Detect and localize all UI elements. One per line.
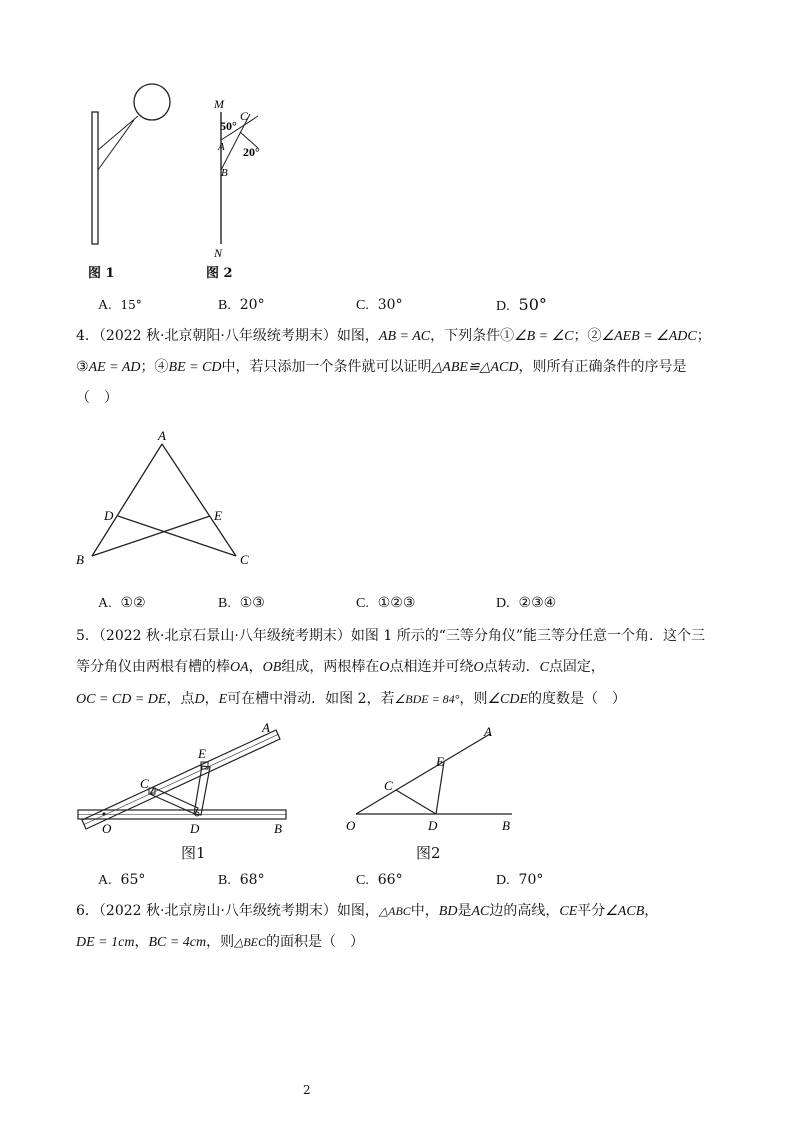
q4-text: ； bbox=[696, 328, 711, 344]
q4-line3: （ ） bbox=[76, 390, 118, 406]
q6-math: DE = 1cm bbox=[76, 935, 135, 950]
q6-text: ， bbox=[644, 903, 659, 919]
q5-text: 等分角仪由两根有槽的棒 bbox=[76, 659, 230, 675]
q4-math: AB = AC bbox=[378, 329, 431, 344]
option-value: 15° bbox=[120, 298, 142, 312]
q6-text: 6．（2022 秋·北京房山·八年级统考期末）如图， bbox=[76, 903, 379, 919]
option-value: ②③④ bbox=[518, 595, 557, 611]
q5-math: OB bbox=[262, 660, 282, 675]
q5-text: 点相连并可绕 bbox=[389, 659, 474, 675]
q4-line1 bbox=[76, 323, 711, 350]
label-D: D bbox=[104, 508, 114, 523]
label-C: C bbox=[240, 552, 249, 567]
label-B: B bbox=[76, 552, 84, 567]
q5-line1: 5．（2022 秋·北京石景山·八年级统考期末）如图 1 所示的“三等分角仪”能三等分任意一个角．这个三 bbox=[76, 628, 706, 644]
q4-line2 bbox=[76, 354, 686, 381]
q6-line2 bbox=[76, 929, 364, 956]
q6-text: 是 bbox=[457, 903, 472, 919]
label-C: C bbox=[384, 778, 393, 793]
q3-option-a[interactable] bbox=[98, 297, 142, 314]
q4-math: ∠AEB = ∠ADC bbox=[601, 329, 697, 344]
q5-math: D bbox=[194, 692, 205, 707]
option-label: D. bbox=[496, 299, 510, 314]
q6-math: BD bbox=[438, 904, 458, 919]
figure-pole-and-sun bbox=[80, 80, 280, 280]
q4-figure-triangle bbox=[70, 426, 270, 576]
q5-math: O bbox=[379, 660, 390, 675]
q5-fig1-caption: 图1 bbox=[181, 844, 206, 862]
option-value: 70° bbox=[518, 872, 544, 888]
q5-option-d[interactable] bbox=[496, 872, 543, 889]
label-B: B bbox=[274, 821, 282, 836]
q5-text: ， bbox=[204, 691, 219, 707]
q6-text: ，则 bbox=[206, 934, 235, 950]
option-label: D. bbox=[496, 596, 510, 611]
option-label: A. bbox=[98, 873, 112, 888]
q5-text: 可在槽中滑动．如图 2，若 bbox=[227, 691, 395, 707]
q5-option-b[interactable] bbox=[218, 872, 265, 889]
q4-math: BE = CD bbox=[168, 360, 222, 375]
q5-text: 组成，两根棒在 bbox=[281, 659, 380, 675]
label-C: C bbox=[140, 776, 149, 791]
q5-math: C bbox=[539, 660, 549, 675]
label-angle-20: 20° bbox=[243, 145, 260, 159]
q4-math: △ABE≌△ACD bbox=[431, 360, 519, 375]
q6-text: 中， bbox=[410, 903, 439, 919]
q6-line1 bbox=[76, 898, 658, 925]
q5-text: 的度数是（ ） bbox=[528, 691, 627, 707]
q5-line3 bbox=[76, 686, 626, 713]
option-value: 68° bbox=[239, 872, 265, 888]
label-M: M bbox=[214, 97, 224, 111]
q6-math: △BEC bbox=[234, 935, 267, 949]
q6-math: CE bbox=[559, 904, 578, 919]
q4-option-a[interactable] bbox=[98, 595, 146, 612]
q4-text: ，下列条件① bbox=[430, 328, 515, 344]
option-label: B. bbox=[218, 596, 231, 611]
q4-text: 4．（2022 秋·北京朝阳·八年级统考期末）如图， bbox=[76, 328, 379, 344]
q5-text: 点转动． bbox=[483, 659, 540, 675]
label-O: O bbox=[102, 821, 112, 836]
q5-option-c[interactable] bbox=[356, 872, 403, 889]
option-value: ①③ bbox=[239, 595, 265, 611]
label-B: B bbox=[502, 818, 510, 833]
q5-math: OC = CD = DE bbox=[76, 692, 167, 707]
q5-text: ，则 bbox=[459, 691, 488, 707]
q5-text: ，点 bbox=[166, 691, 195, 707]
q5-math: ∠BDE = 84° bbox=[394, 692, 460, 706]
option-label: A. bbox=[98, 298, 112, 313]
label-A: A bbox=[218, 141, 225, 153]
fig1-caption: 图 1 bbox=[88, 266, 115, 281]
label-D: D bbox=[428, 818, 438, 833]
q5-text: 点固定， bbox=[548, 659, 605, 675]
q4-text: 中，若只添加一个条件就可以证明 bbox=[221, 359, 432, 375]
label-E: E bbox=[214, 508, 222, 523]
q5-math: OA bbox=[230, 660, 249, 675]
label-E: E bbox=[436, 754, 444, 769]
q4-text: ，则所有正确条件的序号是 bbox=[518, 359, 687, 375]
q3-option-c[interactable] bbox=[356, 297, 403, 314]
label-A: A bbox=[158, 428, 166, 443]
q6-math: △ABC bbox=[378, 904, 411, 918]
option-value: 50° bbox=[518, 295, 547, 314]
label-E: E bbox=[198, 746, 206, 761]
q6-math: AC bbox=[471, 904, 490, 919]
option-value: 30° bbox=[377, 297, 403, 313]
q5-math: E bbox=[218, 692, 228, 707]
q6-text: 边的高线， bbox=[489, 903, 560, 919]
pole bbox=[92, 112, 98, 244]
q5-math: ∠CDE bbox=[487, 692, 529, 707]
label-C: C bbox=[240, 109, 249, 123]
q4-text: ；② bbox=[573, 328, 602, 344]
option-label: C. bbox=[356, 596, 369, 611]
option-label: C. bbox=[356, 298, 369, 313]
sun bbox=[134, 84, 170, 120]
q4-math: AE = AD bbox=[88, 360, 141, 375]
label-N: N bbox=[214, 246, 223, 260]
q6-text: 的面积是（ ） bbox=[266, 934, 365, 950]
q6-math: ∠ACB bbox=[605, 904, 645, 919]
option-label: B. bbox=[218, 873, 231, 888]
option-value: 66° bbox=[377, 872, 403, 888]
q3-option-b[interactable] bbox=[218, 297, 265, 314]
q5-fig2-caption: 图2 bbox=[416, 844, 441, 862]
q5-math: O bbox=[473, 660, 484, 675]
q4-text: ③ bbox=[76, 359, 89, 375]
label-O: O bbox=[346, 818, 356, 833]
label-B: B bbox=[221, 167, 228, 179]
q5-text: ， bbox=[248, 659, 263, 675]
option-label: C. bbox=[356, 873, 369, 888]
q5-line2 bbox=[76, 654, 605, 681]
option-label: B. bbox=[218, 298, 231, 313]
page-number: 2 bbox=[303, 1083, 311, 1097]
label-A: A bbox=[262, 720, 270, 735]
label-angle-50: 50° bbox=[220, 119, 237, 133]
q6-math: BC = 4cm bbox=[148, 935, 207, 950]
q6-text: 平分 bbox=[577, 903, 606, 919]
q4-option-d[interactable] bbox=[496, 595, 556, 612]
q4-option-c[interactable] bbox=[356, 595, 415, 612]
q4-math: ∠B = ∠C bbox=[514, 329, 574, 344]
option-value: 20° bbox=[239, 297, 265, 313]
option-value: ①② bbox=[120, 595, 146, 611]
q6-text: ， bbox=[134, 934, 149, 950]
q3-option-d[interactable] bbox=[496, 295, 547, 315]
q5-option-a[interactable] bbox=[98, 872, 145, 889]
label-D: D bbox=[190, 821, 200, 836]
option-label: A. bbox=[98, 596, 112, 611]
option-label: D. bbox=[496, 873, 510, 888]
label-A: A bbox=[484, 724, 492, 739]
q5-figure2-diagram bbox=[340, 720, 530, 840]
option-value: ①②③ bbox=[377, 595, 416, 611]
fig2-caption: 图 2 bbox=[206, 266, 233, 281]
option-value: 65° bbox=[120, 872, 146, 888]
q5-figure1-trisector bbox=[70, 718, 300, 848]
q4-option-b[interactable] bbox=[218, 595, 265, 612]
q4-text: ；④ bbox=[140, 359, 169, 375]
